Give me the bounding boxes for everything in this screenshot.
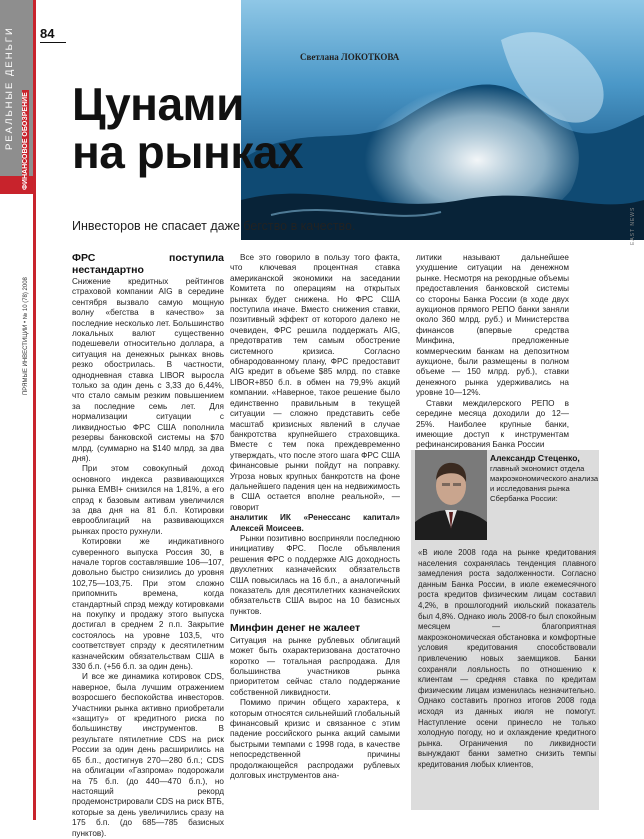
- rail-divider: [33, 0, 36, 820]
- issue-label: ПРЯМЫЕ ИНВЕСТИЦИИ • № 10 (78) 2008: [23, 277, 29, 395]
- title-line-1: Цунами: [72, 78, 244, 130]
- expert-photo: [415, 450, 487, 540]
- paragraph: Ставки междилерского РЕПО в середине месяца доходили до 12—25%. Наиболее крупные банки, имеющие доступ к инструментам рефинансирования Банка России: [416, 398, 569, 450]
- column-1: [72, 253, 224, 839]
- paragraph: При этом совокупный доход основного индекса развивающихся рынка EMBI+ снизился на 1,81%, а его спрэд к базовым активам увеличился за два дня на 81 б.п. Котировки еврооблигаций на развивающихся рынках просто рухнули.: [72, 464, 224, 536]
- article-title: [72, 80, 303, 176]
- paragraph: Ситуация на рынке рублевых облигаций может быть охарактеризована достаточно коротко — тотальная распродажа. Для большинства участников рынка приоритетом сейчас стало поддержание собственной ликвидности.: [230, 635, 400, 697]
- paragraph: Снижение кредитных рейтингов страховой компании AIG в середине сентября вызвало самую мощную волну «бегства в качество» за последние несколько лет. Большинство локальных валют существенно подешевели относительно доллара, а ситуация на денежных рынках вновь резко обострилась. В частности, однодневная ставка LIBOR выросла только за один день с 3,33 до 6,44%, что стало самым резким повышением за последние семь лет. Для нормализации ситуации с ликвидностью ФРС США пополнила резервы банковской системы на $70 млрд. (суммарно на $140 млрд. за два дня).: [72, 277, 224, 463]
- section-label: РЕАЛЬНЫЕ ДЕНЬГИ: [4, 26, 15, 150]
- page-number: 84: [40, 26, 55, 41]
- column-2: [230, 253, 400, 781]
- paragraph: литики называют дальнейшее ухудшение ситуации на денежном рынке. Несмотря на рекордные объемы предоставления банковской системы со стороны Банка России (в ходе двух аукционов прямого РЕПО банки заняли около 360 млрд. руб.) и Министерства финансов (впервые средства Минфина, предложенные коммерческим банкам на депозитном аукционе, были размещены в полном объеме — 150 млрд. руб.), ставки денежного рынка удерживались на уровне 10—12%.: [416, 253, 569, 398]
- section-heading: Минфин денег не жалеет: [230, 622, 361, 635]
- paragraph: Рынки позитивно восприняли последнюю инициативу ФРС. После объявления решения ФРС о поддержке AIG доходность двухлетних казначейских обязательств США повысилась на 16 б.п., а аналогичный показатель для десятилетних казначейских обязательств США вырос на 10 базисных пунктов.: [230, 533, 400, 616]
- subsection-label: ФИНАНСОВОЕ ОБОЗРЕНИЕ: [22, 92, 29, 190]
- paragraph: И все же динамика котировок CDS, наверное, была лучшим отражением возросшего беспокойства инвесторов. Участники рынка активно приобретали «защиту» от кредитного риска по большинству инструментов. В результате пятилетние CDS на риск России за один день расширились на 65 б.п., достигнув 270—280 б.п.; CDS на облигации «Газпрома» подорожали на 75 б.п. (до 440—470 б.п.), но настоящий рекорд продемонстрировали CDS на риск ВТБ, которые за день увеличились сразу на 175 б.п. (до 685—785 базисных пунктов).: [72, 672, 224, 838]
- article-lead: Инвесторов не спасает даже бегство в качество.: [72, 219, 356, 233]
- page-number-underline: [40, 42, 66, 43]
- expert-quote: «В июле 2008 года на рынке кредитования населения сохранялась тенденция плавного замедления роста задолженности. Согласно данным Банка России, в июле ежемесячного роста кредитов физическим лицам составил 4,2%, в прошлогодний июльский показатель был 4,8%. Однако июль 2008-го был спокойным месяцем — благоприятная макроэкономическая обстановка и комфортные условия кредитования способствовали привлечению новых заемщиков. Банки сохраняли лояльность по отношению к клиентам — средняя ставка по кредитам физическим лицам изменилась незначительно. Однако составить прогноз итогов 2008 года исходя из данных июля не помогут. Наступление осени принесло не только холодную погоду, но и охлаждение кредитного рынка. Ограничения по ликвидности вынуждают банки заметно снизить темпы кредитования любых клиентов,: [418, 548, 596, 769]
- paragraph: Помимо причин общего характера, к которым относятся сильнейший глобальный финансовый кризис и связанное с этим падение российского рынка акций самыми быстрыми темпами с 1998 года, в качестве непосредственной причины продолжающейся распродажи рублевых долговых инструментов ана-: [230, 698, 400, 780]
- column-3: [416, 253, 569, 451]
- paragraph: Котировки же индикативного суверенного выпуска Россия 30, в начале торгов составлявшие 106—107, довольно быстро снизились до уровня 102,75—103,75. При этом сложно припомнить времена, когда стандартный спрэд между котировками на покупку и продажу этого выпуска достигал в среднем 2 п.п. Закрытие состоялось на уровне 103,5, что соответствует спрэду к десятилетним казначейским обязательствам США в 330 б.п. (+56 б.п. за один день).: [72, 537, 224, 672]
- expert-role: главный экономист отдела макроэкономического анализа и исследования рынка Сбербанка России:: [490, 464, 599, 503]
- quote-attribution: аналитик ИК «Ренессанс капитал» Алексей Моисеев.: [230, 513, 400, 533]
- section-heading: ФРС поступила нестандартно: [72, 252, 224, 276]
- author-byline: Светлана ЛОКОТКОВА: [300, 52, 400, 62]
- photo-credit: EAST NEWS: [630, 206, 636, 245]
- title-line-2: на рынках: [72, 126, 304, 178]
- paragraph: Все это говорило в пользу того факта, что ключевая процентная ставка американской экономики на заседании Комитета по операциям на открытых рынках будет снижена. Но ФРС США поступила иначе. Вместо снижения ставки, позитивный эффект от которого далеко не очевиден, ФРС решила поддержать AIG, предотвратив тем самым обострение системного кризиса. Согласно обнародованному плану, ФРС предоставит AIG кредит в объеме $85 млрд. по ставке LIBOR+850 б.п. в обмен на 79,9% акций компании. «Наверное, такое решение было единственно правильным в текущей ситуации — сложно представить себе масштаб кризисных явлений в случае банкротства крупнейшего страховщика. Вместе с тем пока преждевременно утверждать, что после этого шага ФРС США финансовые рынки пойдут на поправку. Угроза новых крупных банкротств на фоне дальнейшего падения цен на недвижимость в США остается вполне реальной», — говорит: [230, 253, 400, 512]
- expert-name: Александр Стеценко,: [490, 453, 580, 463]
